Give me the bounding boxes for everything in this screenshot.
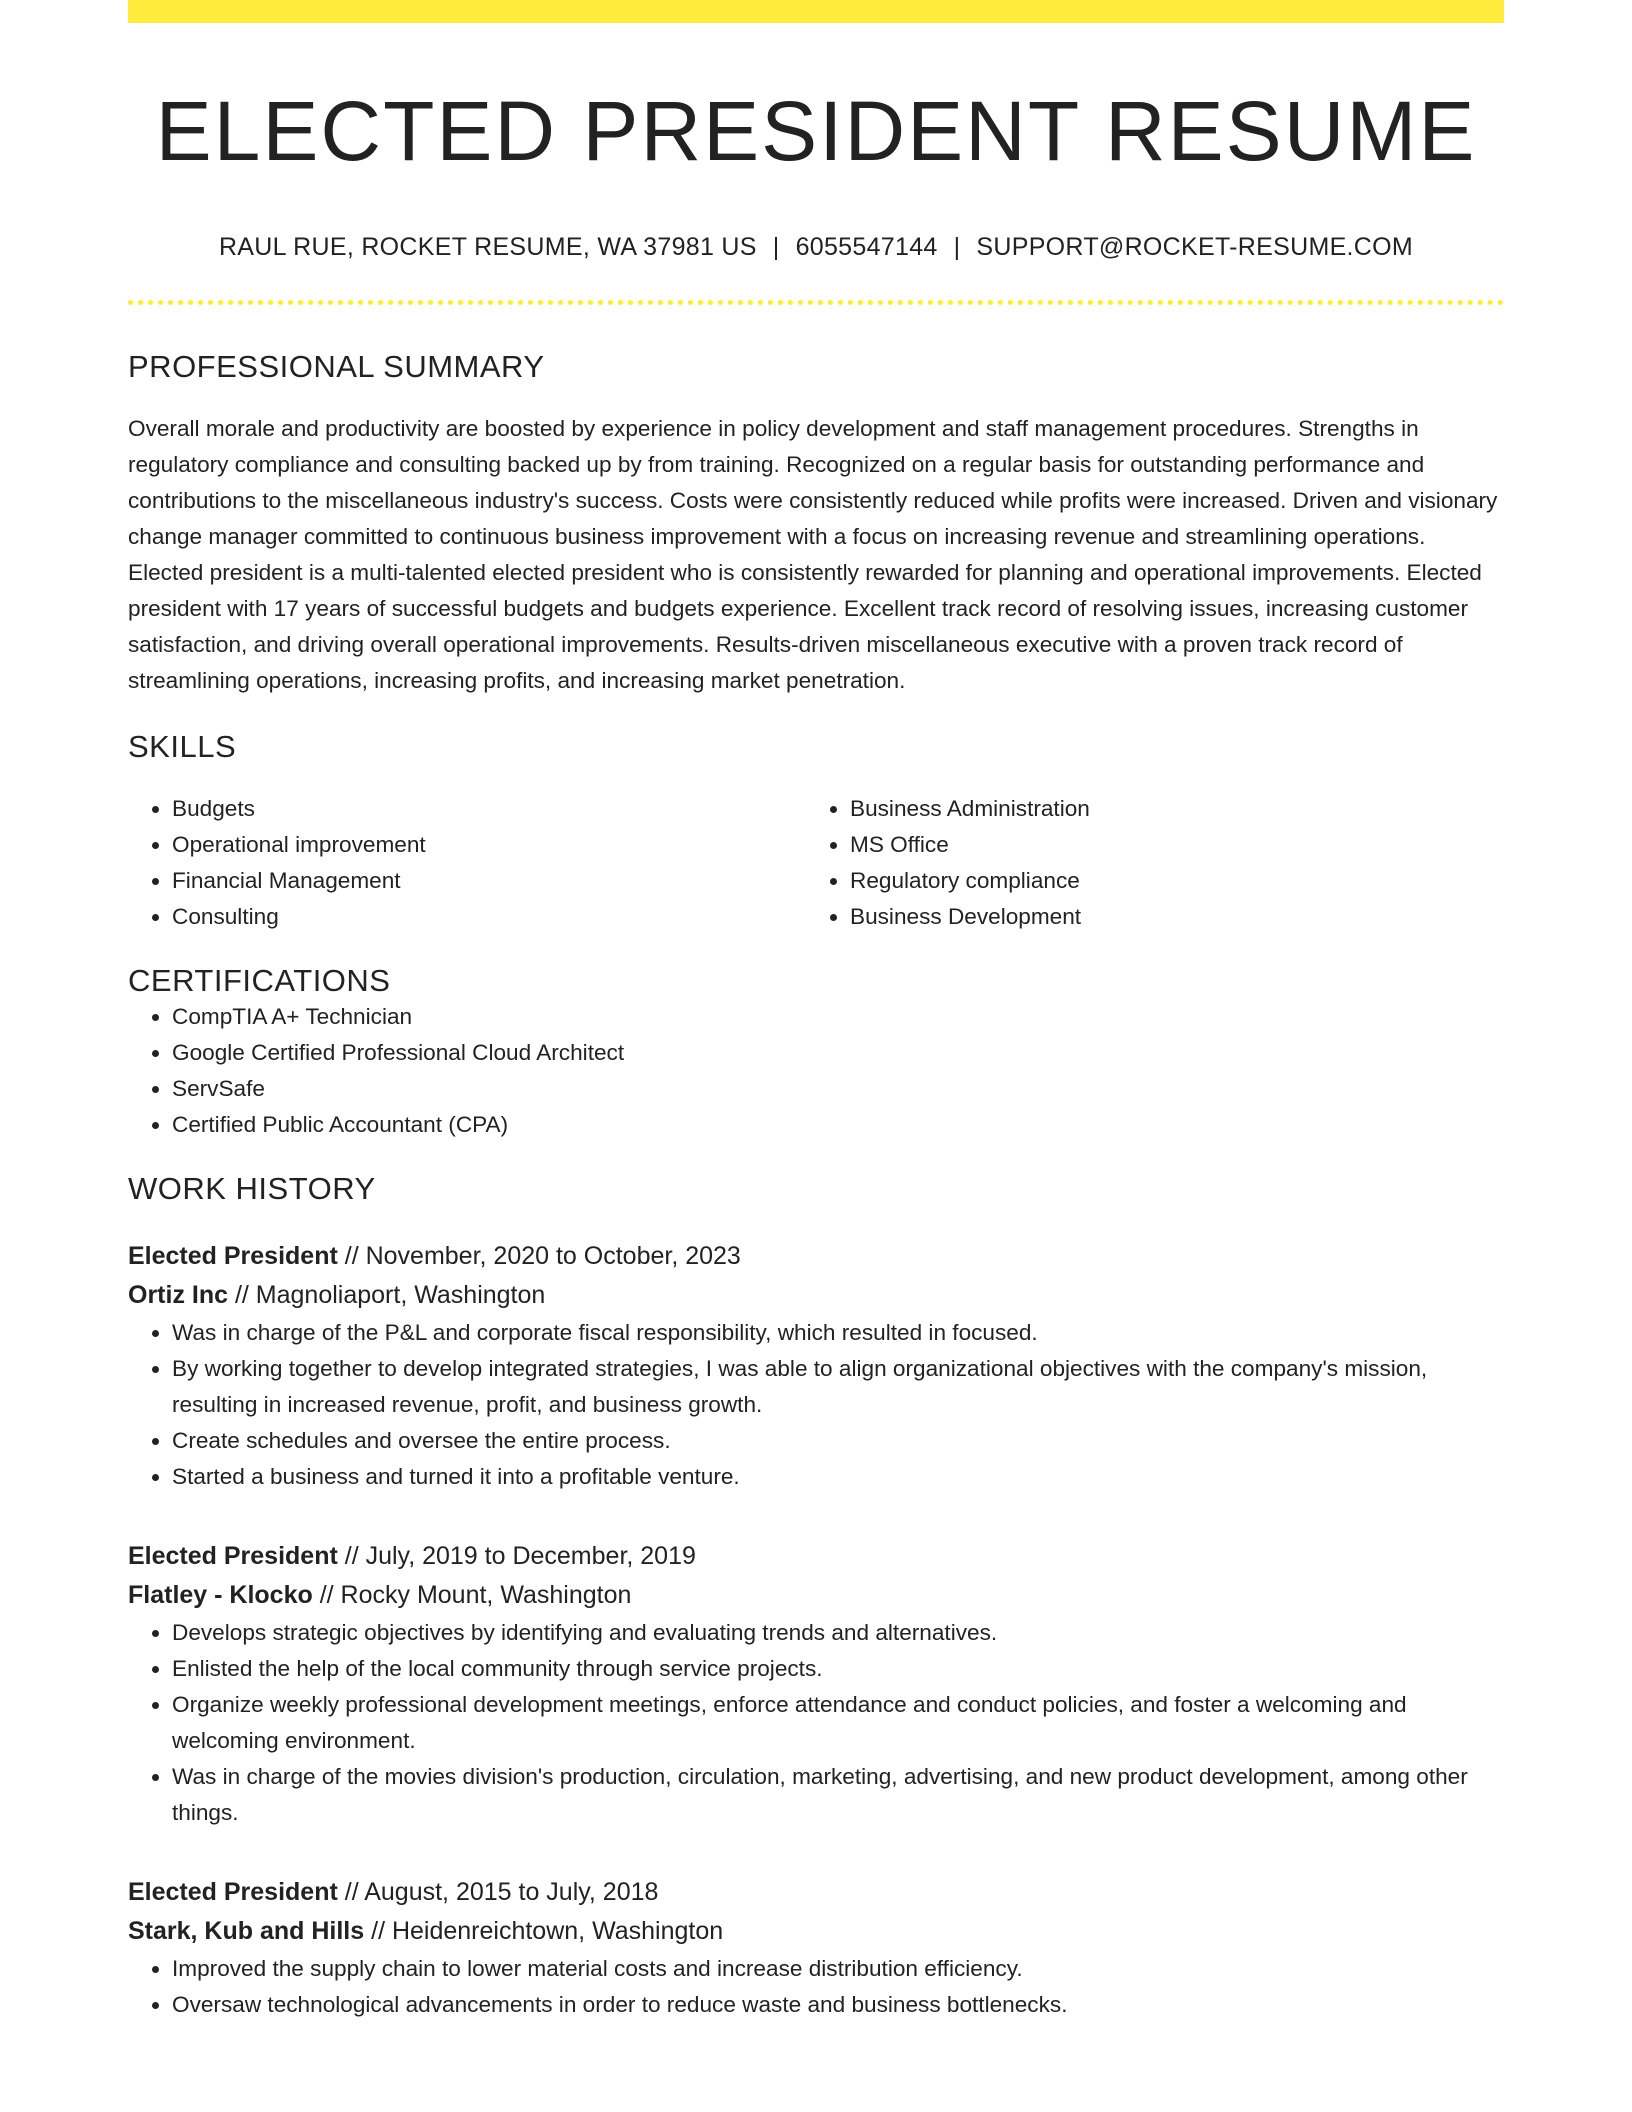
job-bullet: • Create schedules and oversee the entire process.: [172, 1423, 1504, 1459]
dotted-divider: [128, 300, 1504, 305]
job-entry: [128, 1873, 1504, 2023]
certifications-list: [128, 999, 1504, 1143]
resume-page: [128, 0, 1504, 2023]
skill-item: • Consulting: [172, 899, 806, 935]
contact-separator: |: [953, 233, 961, 262]
job-location: // Heidenreichtown, Washington: [364, 1917, 724, 1946]
job-dates: // August, 2015 to July, 2018: [337, 1878, 659, 1907]
job-bullet: • Was in charge of the movies division's production, circulation, marketing, advertising, and new product development, among other things.: [172, 1759, 1504, 1831]
certification-item: • Certified Public Accountant (CPA): [172, 1107, 1504, 1143]
skill-item: • Financial Management: [172, 863, 806, 899]
work-history-heading: WORK HISTORY: [128, 1171, 376, 1207]
job-company: Stark, Kub and Hills: [128, 1917, 365, 1946]
job-bullets: [128, 1951, 1504, 2023]
job-role-line: [128, 1873, 1504, 1912]
skills-grid: [128, 791, 1504, 935]
job-bullet: • By working together to develop integrated strategies, I was able to align organizational objectives with the company's mission, resulting in increased revenue, profit, and business growth.: [172, 1351, 1504, 1423]
job-company: Ortiz Inc: [128, 1281, 229, 1310]
skill-item: • Regulatory compliance: [850, 863, 1484, 899]
contact-separator: |: [772, 233, 780, 262]
skill-item: • Business Development: [850, 899, 1484, 935]
contact-phone: 6055547144: [795, 233, 938, 262]
summary-text: Overall morale and productivity are boosted by experience in policy development and staff management procedures. Strengths in regulatory compliance and consulting backed up by from training. Recognized on a regular basis for outstanding performance and contributions to the miscellaneous industry's success. Costs were consistently reduced while profits were increased. Driven and visionary change manager committed to continuous business improvement with a focus on increasing revenue and streamlining operations. Elected president is a multi-talented elected president who is consistently rewarded for planning and operational improvements. Elected president with 17 years of successful budgets and budgets experience. Excellent track record of resolving issues, increasing customer satisfaction, and driving overall operational improvements. Results-driven miscellaneous executive with a proven track record of streamlining operations, increasing profits, and increasing market penetration.: [128, 416, 1498, 694]
contact-address: RAUL RUE, ROCKET RESUME, WA 37981 US: [218, 233, 757, 262]
job-entry: [128, 1237, 1504, 1495]
certifications-heading: CERTIFICATIONS: [128, 963, 391, 999]
job-company-line: [128, 1912, 1504, 1951]
contact-line: [128, 233, 1504, 262]
skill-item: • Business Administration: [850, 791, 1484, 827]
skills-list-left: [128, 791, 806, 935]
job-bullet: • Improved the supply chain to lower material costs and increase distribution efficiency.: [172, 1951, 1504, 1987]
job-role: Elected President: [128, 1242, 338, 1271]
job-company-line: [128, 1576, 1504, 1615]
job-bullets: [128, 1615, 1504, 1831]
certification-item: • ServSafe: [172, 1071, 1504, 1107]
resume-title: ELECTED PRESIDENT RESUME: [155, 84, 1477, 178]
certification-item: • CompTIA A+ Technician: [172, 999, 1504, 1035]
job-company: Flatley - Klocko: [128, 1581, 313, 1610]
job-dates: // November, 2020 to October, 2023: [337, 1242, 741, 1271]
job-bullet: • Enlisted the help of the local community through service projects.: [172, 1651, 1504, 1687]
skill-item: • Budgets: [172, 791, 806, 827]
job-bullet: • Oversaw technological advancements in order to reduce waste and business bottlenecks.: [172, 1987, 1504, 2023]
job-bullets: [128, 1315, 1504, 1495]
accent-top-bar: [128, 0, 1504, 23]
job-bullet: • Started a business and turned it into a profitable venture.: [172, 1459, 1504, 1495]
job-role-line: [128, 1237, 1504, 1276]
skills-heading: SKILLS: [128, 729, 237, 765]
job-bullet: • Develops strategic objectives by identifying and evaluating trends and alternatives.: [172, 1615, 1504, 1651]
summary-heading: PROFESSIONAL SUMMARY: [128, 349, 545, 385]
job-bullet: • Was in charge of the P&L and corporate fiscal responsibility, which resulted in focused.: [172, 1315, 1504, 1351]
job-location: // Rocky Mount, Washington: [312, 1581, 632, 1610]
skills-list-right: [806, 791, 1484, 935]
certification-item: • Google Certified Professional Cloud Architect: [172, 1035, 1504, 1071]
job-location: // Magnoliaport, Washington: [228, 1281, 546, 1310]
skill-item: • Operational improvement: [172, 827, 806, 863]
job-company-line: [128, 1276, 1504, 1315]
job-role-line: [128, 1537, 1504, 1576]
job-role: Elected President: [128, 1542, 338, 1571]
skill-item: • MS Office: [850, 827, 1484, 863]
job-role: Elected President: [128, 1878, 338, 1907]
contact-email: SUPPORT@ROCKET-RESUME.COM: [976, 233, 1414, 262]
job-bullet: • Organize weekly professional development meetings, enforce attendance and conduct policies, and foster a welcoming and welcoming environment.: [172, 1687, 1504, 1759]
job-entry: [128, 1537, 1504, 1831]
job-dates: // July, 2019 to December, 2019: [337, 1542, 696, 1571]
